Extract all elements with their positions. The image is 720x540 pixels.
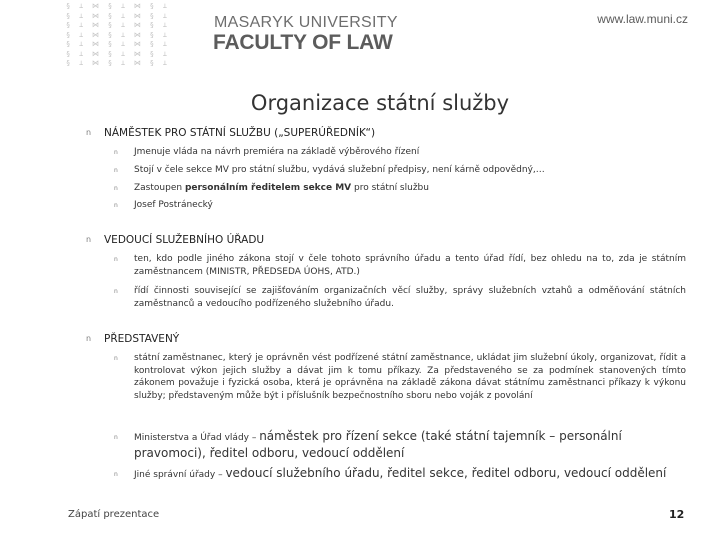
bullet-icon: n [114,202,118,209]
bullet-icon: n [114,434,118,441]
bullet-icon: n [114,288,118,295]
section-heading-text: PŘEDSTAVENÝ [104,333,180,345]
university-name: MASARYK UNIVERSITY [214,14,398,31]
website-url[interactable]: www.law.muni.cz [597,12,688,26]
section-heading-text: NÁMĚSTEK PRO STÁTNÍ SLUŽBU („SUPERÚŘEDNÍK“) [104,127,376,139]
text-segment: pro státní službu [351,183,429,193]
bullet-icon: n [114,185,118,192]
university-logo-pattern: § ⊥ ⋈ § ⊥ ⋈ § ⊥ § ⊥ ⋈ § ⊥ ⋈ § ⊥ § ⊥ ⋈ § ⊥ ⋈ § ⊥ § ⊥ ⋈ § ⊥ ⋈ § ⊥ § ⊥ ⋈ § ⊥ ⋈ § ⊥ § ⊥ ⋈ § ⊥ ⋈ § ⊥ § ⊥ ⋈ § ⊥ ⋈ § ⊥ [66,2,170,67]
bullet-icon: n [114,256,118,263]
page-number: 12 [669,508,685,521]
list-item [114,146,686,159]
list-item-text: státní zaměstnanec, který je oprávněn vést podřízené státní zaměstnance, ukládat jim služební úkoly, organizovat, řídit a kontrolovat výkon jejich služby a dávat jim k tomu příkazy. Za představeného se za podmínek stanovených tímto zákonem považuje i fyzická osoba, která je oprávněna na základě zákona dávat státnímu zaměstnanci příkazy k výkonu služby; představeným může být i příslušník bezpečnostního sboru nebo voják z povolání [134,353,686,401]
bullet-icon: n [86,334,92,343]
list-item-text: Josef Postránecký [134,200,213,210]
list-item-text: řídí činnosti související se zajišťováním organizačních věcí služby, správy služebních vztahů a odměňování státních zaměstnanců a vedoucího podřízeného služebního úřadu. [134,286,686,309]
list-item-text [134,465,686,482]
list-item [114,199,686,212]
list-item-text: Stojí v čele sekce MV pro státní službu, vydává služební předpisy, není kárně odpovědný,… [134,165,545,175]
bullet-icon: n [114,149,118,156]
emphasis-text: personálním ředitelem sekce MV [184,183,352,193]
bullet-icon: n [114,167,118,174]
bullet-icon: n [114,471,118,478]
list-item [114,253,686,278]
list-item-text [134,428,686,462]
list-item [114,465,686,482]
list-item-text: Jmenuje vláda na návrh premiéra na základě výběrového řízení [134,147,420,157]
text-segment: Ministerstva a Úřad vlády – [134,433,260,443]
list-item-text [134,182,686,195]
emphasis-text: vedoucí služebního úřadu, ředitel sekce, ředitel odboru, vedoucí oddělení [225,466,667,480]
slide-title: Organizace státní služby [250,91,510,115]
section-heading-text: VEDOUCÍ SLUŽEBNÍHO ÚŘADU [104,234,265,246]
footer-text: Zápatí prezentace [68,509,160,520]
list-item [114,182,686,195]
list-item [114,164,686,177]
list-item [114,285,686,310]
list-item-text: ten, kdo podle jiného zákona stojí v čele tohoto správního úřadu a tento úřad řídí, bez ohledu na to, zda je státním zaměstnancem (MINISTR, PŘEDSEDA ÚOHS, ATD.) [134,254,686,277]
bullet-icon: n [86,235,92,244]
bullet-icon: n [86,128,92,137]
list-item [114,352,686,402]
emphasis-text: náměstek pro řízení sekce (také státní tajemník – personální pravomoci), ředitel odboru, vedoucí oddělení [134,429,622,460]
faculty-name: FACULTY OF LAW [213,31,393,54]
bullet-icon: n [114,355,118,362]
text-segment: Jiné správní úřady – [134,470,226,480]
text-segment: Zastoupen [134,183,185,193]
list-item [114,428,686,462]
